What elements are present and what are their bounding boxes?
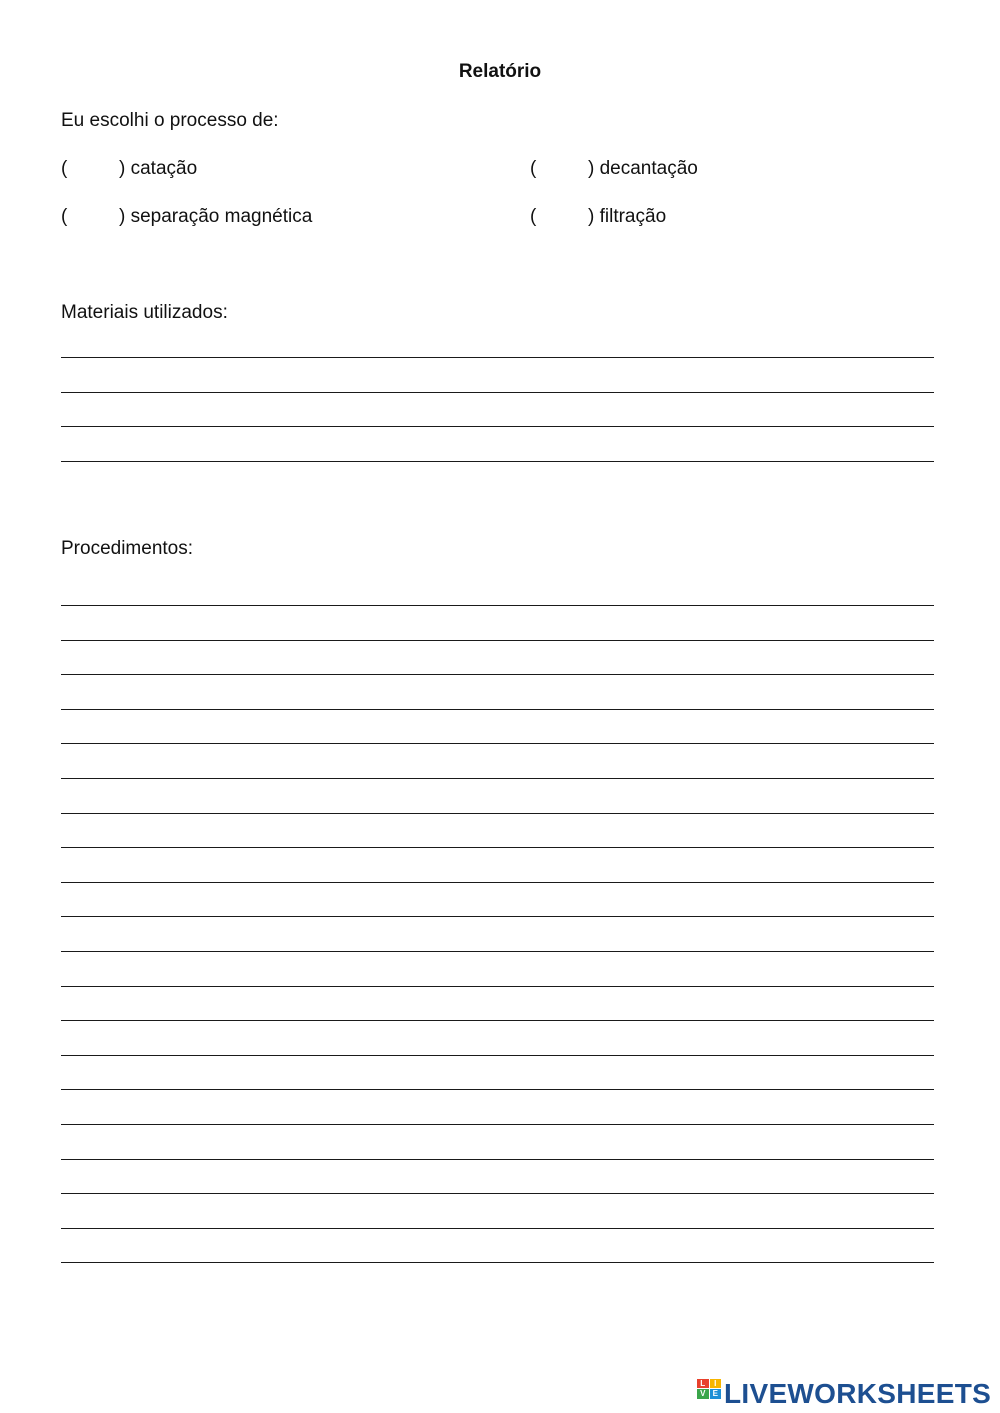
procedures-writing-line <box>61 778 934 779</box>
procedures-writing-line <box>61 951 934 952</box>
liveworksheets-logo <box>697 1376 997 1412</box>
option-label: ) decantação <box>588 158 698 179</box>
logo-mark-icon <box>697 1379 721 1409</box>
logo-mark-cell: I <box>710 1379 722 1388</box>
procedures-writing-line <box>61 1020 934 1021</box>
option-paren: ( <box>530 158 537 179</box>
option-label: ) filtração <box>588 206 667 227</box>
logo-mark-cell: V <box>697 1389 709 1398</box>
materials-writing-line <box>61 426 934 427</box>
procedures-writing-line <box>61 986 934 987</box>
materials-writing-line <box>61 461 934 462</box>
option-paren: ( <box>61 158 68 179</box>
procedures-writing-line <box>61 1193 934 1194</box>
procedures-writing-line <box>61 1262 934 1263</box>
page-title: Relatório <box>458 61 542 82</box>
logo-text: LIVEWORKSHEETS <box>724 1378 992 1409</box>
procedures-writing-line <box>61 743 934 744</box>
procedures-writing-line <box>61 1159 934 1160</box>
option-paren: ( <box>530 206 537 227</box>
procedures-writing-line <box>61 813 934 814</box>
procedures-writing-line <box>61 1055 934 1056</box>
procedures-writing-line <box>61 916 934 917</box>
procedures-writing-line <box>61 640 934 641</box>
materials-label: Materiais utilizados: <box>61 302 228 323</box>
procedures-writing-line <box>61 605 934 606</box>
procedures-writing-line <box>61 1089 934 1090</box>
procedures-label: Procedimentos: <box>61 538 194 559</box>
materials-writing-line <box>61 357 934 358</box>
procedures-writing-line <box>61 847 934 848</box>
option-label: ) catação <box>119 158 198 179</box>
procedures-writing-line <box>61 1124 934 1125</box>
intro-text: Eu escolhi o processo de: <box>61 110 279 131</box>
procedures-writing-line <box>61 882 934 883</box>
option-label: ) separação magnética <box>119 206 313 227</box>
option-paren: ( <box>61 206 68 227</box>
procedures-writing-line <box>61 1228 934 1229</box>
procedures-writing-line <box>61 709 934 710</box>
logo-mark-cell: L <box>697 1379 709 1388</box>
procedures-writing-line <box>61 674 934 675</box>
logo-mark-cell: E <box>710 1389 722 1398</box>
materials-writing-line <box>61 392 934 393</box>
